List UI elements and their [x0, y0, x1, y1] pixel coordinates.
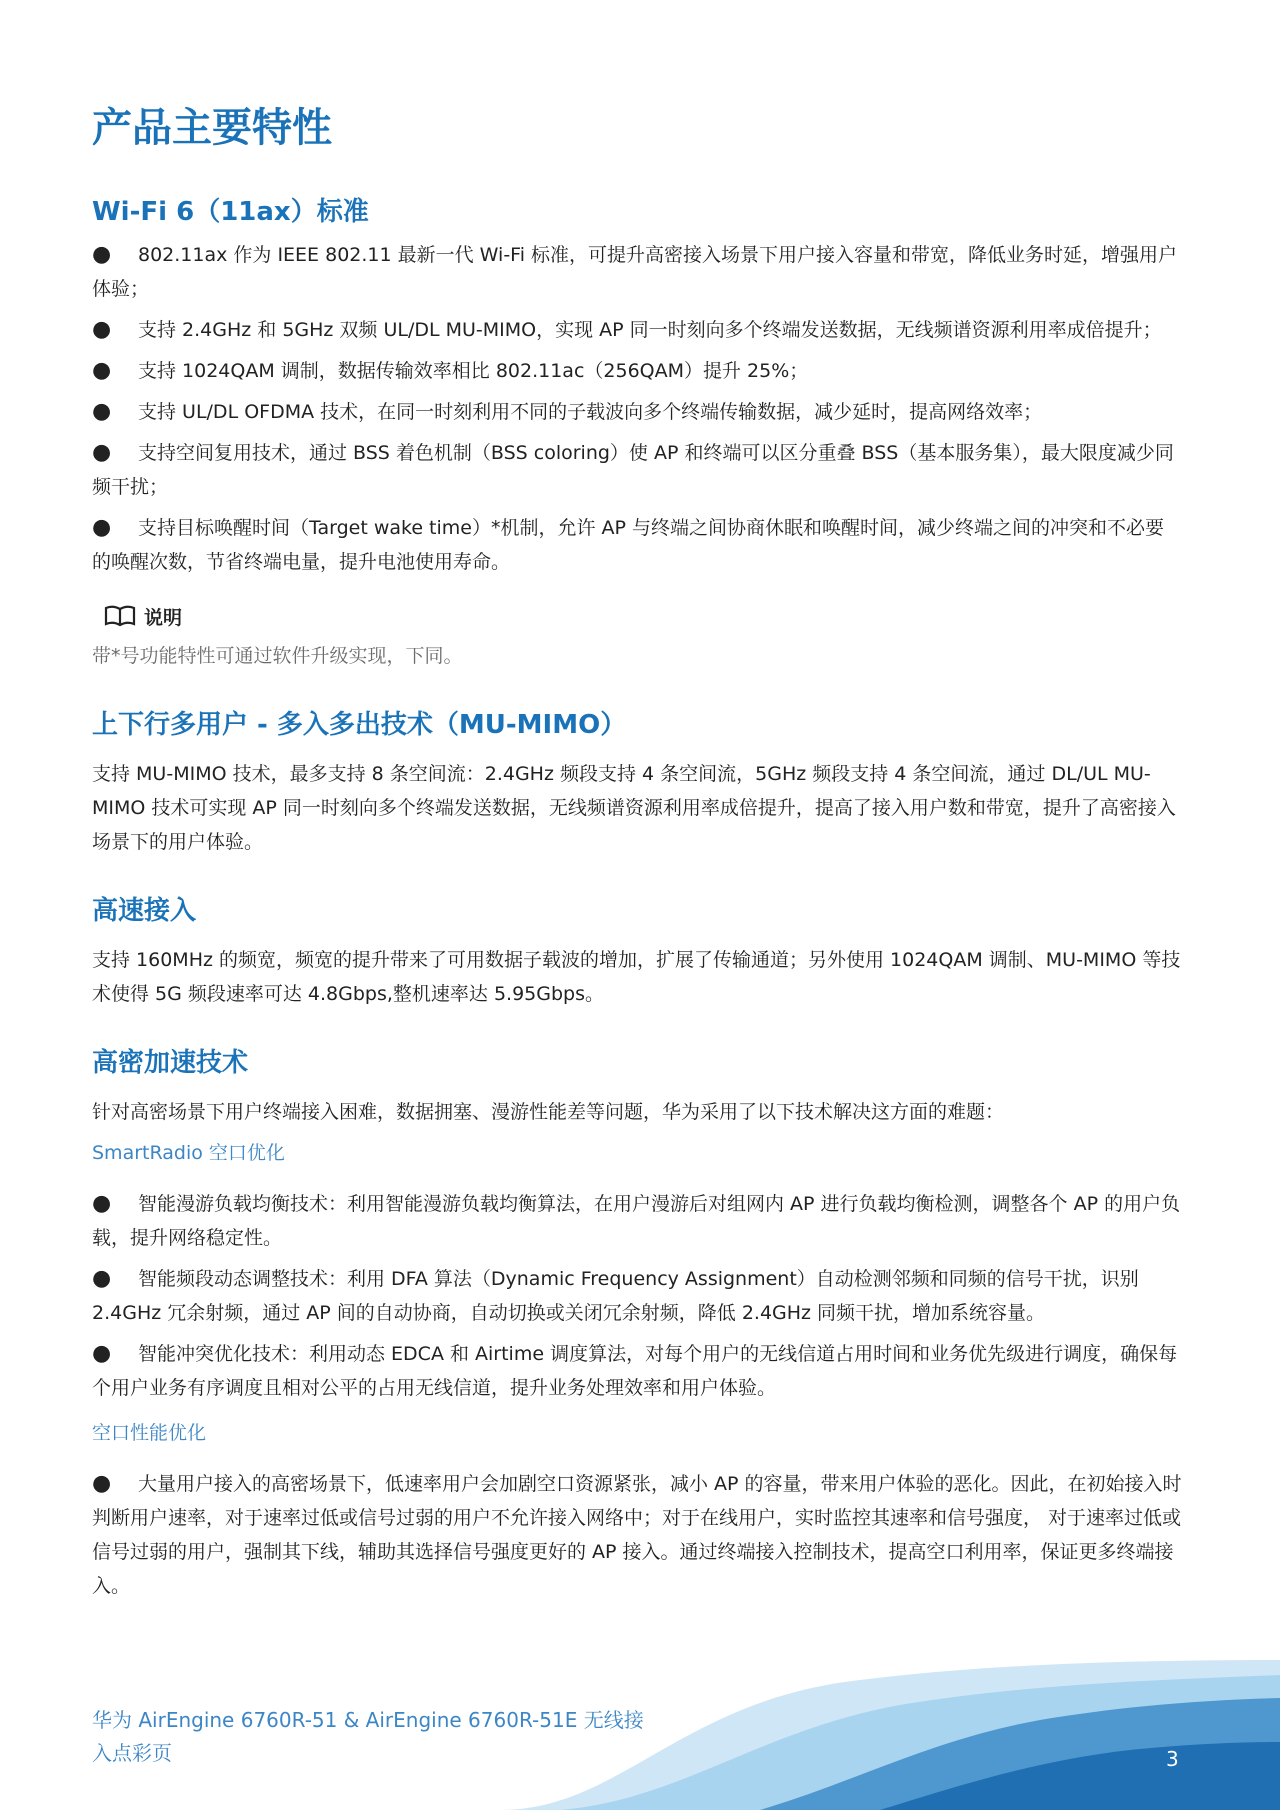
- section-title-wifi6: Wi-Fi 6（11ax）标准: [92, 197, 369, 227]
- section-title-mumimo: 上下行多用户 - 多入多出技术（MU-MIMO）: [92, 710, 627, 740]
- bullet-dot-icon: ●: [92, 358, 112, 383]
- content: [92, 100, 1182, 1603]
- list-item: ● 智能漫游负载均衡技术：利用智能漫游负载均衡算法，在用户漫游后对组网内 AP 进行负载均衡检测，调整各个 AP 的用户负载，提升网络稳定性。: [92, 1191, 1181, 1249]
- bullet-dot-icon: ●: [92, 1341, 112, 1366]
- note-label: 说明: [144, 606, 183, 629]
- bullet-dot-icon: ●: [92, 242, 112, 267]
- bullet-dot-icon: ●: [92, 1266, 112, 1291]
- bullet-dot-icon: ●: [92, 1191, 112, 1216]
- page-title: 产品主要特性: [92, 105, 332, 151]
- bullet-dot-icon: ●: [92, 1471, 112, 1496]
- list-item: ● 智能冲突优化技术：利用动态 EDCA 和 Airtime 调度算法，对每个用户的无线信道占用时间和业务优先级进行调度，确保每个用户业务有序调度且相对公平的占用无线信道，提升业务处理效率和用户体验。: [92, 1341, 1178, 1399]
- note-text: 带*号功能特性可通过软件升级实现，下同。: [92, 645, 463, 667]
- bullet-dot-icon: ●: [92, 515, 112, 540]
- list-item: ● 智能频段动态调整技术：利用 DFA 算法（Dynamic Frequency Assignment）自动检测邻频和同频的信号干扰，识别 2.4GHz 冗余射频，通过 AP 间的自动协商，自动切换或关闭冗余射频，降低 2.4GHz 同频干扰，增加系统容量。: [92, 1266, 1139, 1324]
- subsection-title-smartradio: SmartRadio 空口优化: [92, 1142, 285, 1164]
- list-item: ● 支持 UL/DL OFDMA 技术，在同一时刻利用不同的子载波向多个终端传输数据，减少延时，提高网络效率；: [92, 399, 1043, 424]
- bullet-dot-icon: ●: [92, 399, 112, 424]
- book-icon: [104, 605, 136, 627]
- page-number: 3: [1166, 1747, 1179, 1771]
- smartradio-bullet-list: [92, 1187, 1182, 1405]
- air-bullet-list: [92, 1467, 1182, 1603]
- mumimo-paragraph: 支持 MU-MIMO 技术，最多支持 8 条空间流：2.4GHz 频段支持 4 条空间流，5GHz 频段支持 4 条空间流，通过 DL/UL MU-MIMO 技术可实现 AP 同一时刻向多个终端发送数据，无线频谱资源利用率成倍提升，提高了接入用户数和带宽，提升了高密接入场景下的用户体验。: [92, 763, 1176, 853]
- section-title-highspeed: 高速接入: [92, 896, 197, 926]
- highspeed-paragraph: 支持 160MHz 的频宽，频宽的提升带来了可用数据子载波的增加，扩展了传输通道；另外使用 1024QAM 调制、MU-MIMO 等技术使得 5G 频段速率可达 4.8Gbps,整机速率达 5.95Gbps。: [92, 949, 1181, 1005]
- list-item: ● 支持 2.4GHz 和 5GHz 双频 UL/DL MU-MIMO，实现 AP 同一时刻向多个终端发送数据，无线频谱资源利用率成倍提升；: [92, 317, 1162, 342]
- list-item: ● 大量用户接入的高密场景下，低速率用户会加剧空口资源紧张，减小 AP 的容量，带来用户体验的恶化。因此，在初始接入时判断用户速率，对于速率过低或信号过弱的用户不允许接入网络中；对于在线用户，实时监控其速率和信号强度， 对于速率过低或信号过弱的用户，强制其下线，辅助其选择信号强度更好的 AP 接入。通过终端接入控制技术，提高空口利用率，保证更多终端接入。: [92, 1471, 1182, 1597]
- subsection-title-air: 空口性能优化: [92, 1422, 207, 1444]
- highdensity-intro: 针对高密场景下用户终端接入困难，数据拥塞、漫游性能差等问题，华为采用了以下技术解决这方面的难题：: [92, 1101, 1005, 1123]
- section-title-highdensity: 高密加速技术: [92, 1048, 249, 1078]
- wifi6-bullet-list: [92, 238, 1182, 579]
- list-item: ● 支持目标唤醒时间（Target wake time）*机制，允许 AP 与终端之间协商休眠和唤醒时间，减少终端之间的冲突和不必要的唤醒次数，节省终端电量，提升电池使用寿命。: [92, 515, 1165, 573]
- list-item: ● 支持 1024QAM 调制，数据传输效率相比 802.11ac（256QAM）提升 25%；: [92, 358, 809, 383]
- bullet-dot-icon: ●: [92, 317, 112, 342]
- list-item: ● 802.11ax 作为 IEEE 802.11 最新一代 Wi-Fi 标准，可提升高密接入场景下用户接入容量和带宽，降低业务时延，增强用户体验；: [92, 242, 1178, 300]
- bullet-dot-icon: ●: [92, 440, 112, 465]
- note-heading: [104, 599, 1182, 633]
- footer-title: 华为 AirEngine 6760R-51 & AirEngine 6760R-51E 无线接入点彩页: [92, 1708, 644, 1765]
- list-item: ● 支持空间复用技术，通过 BSS 着色机制（BSS coloring）使 AP 和终端可以区分重叠 BSS（基本服务集），最大限度减少同频干扰；: [92, 440, 1174, 498]
